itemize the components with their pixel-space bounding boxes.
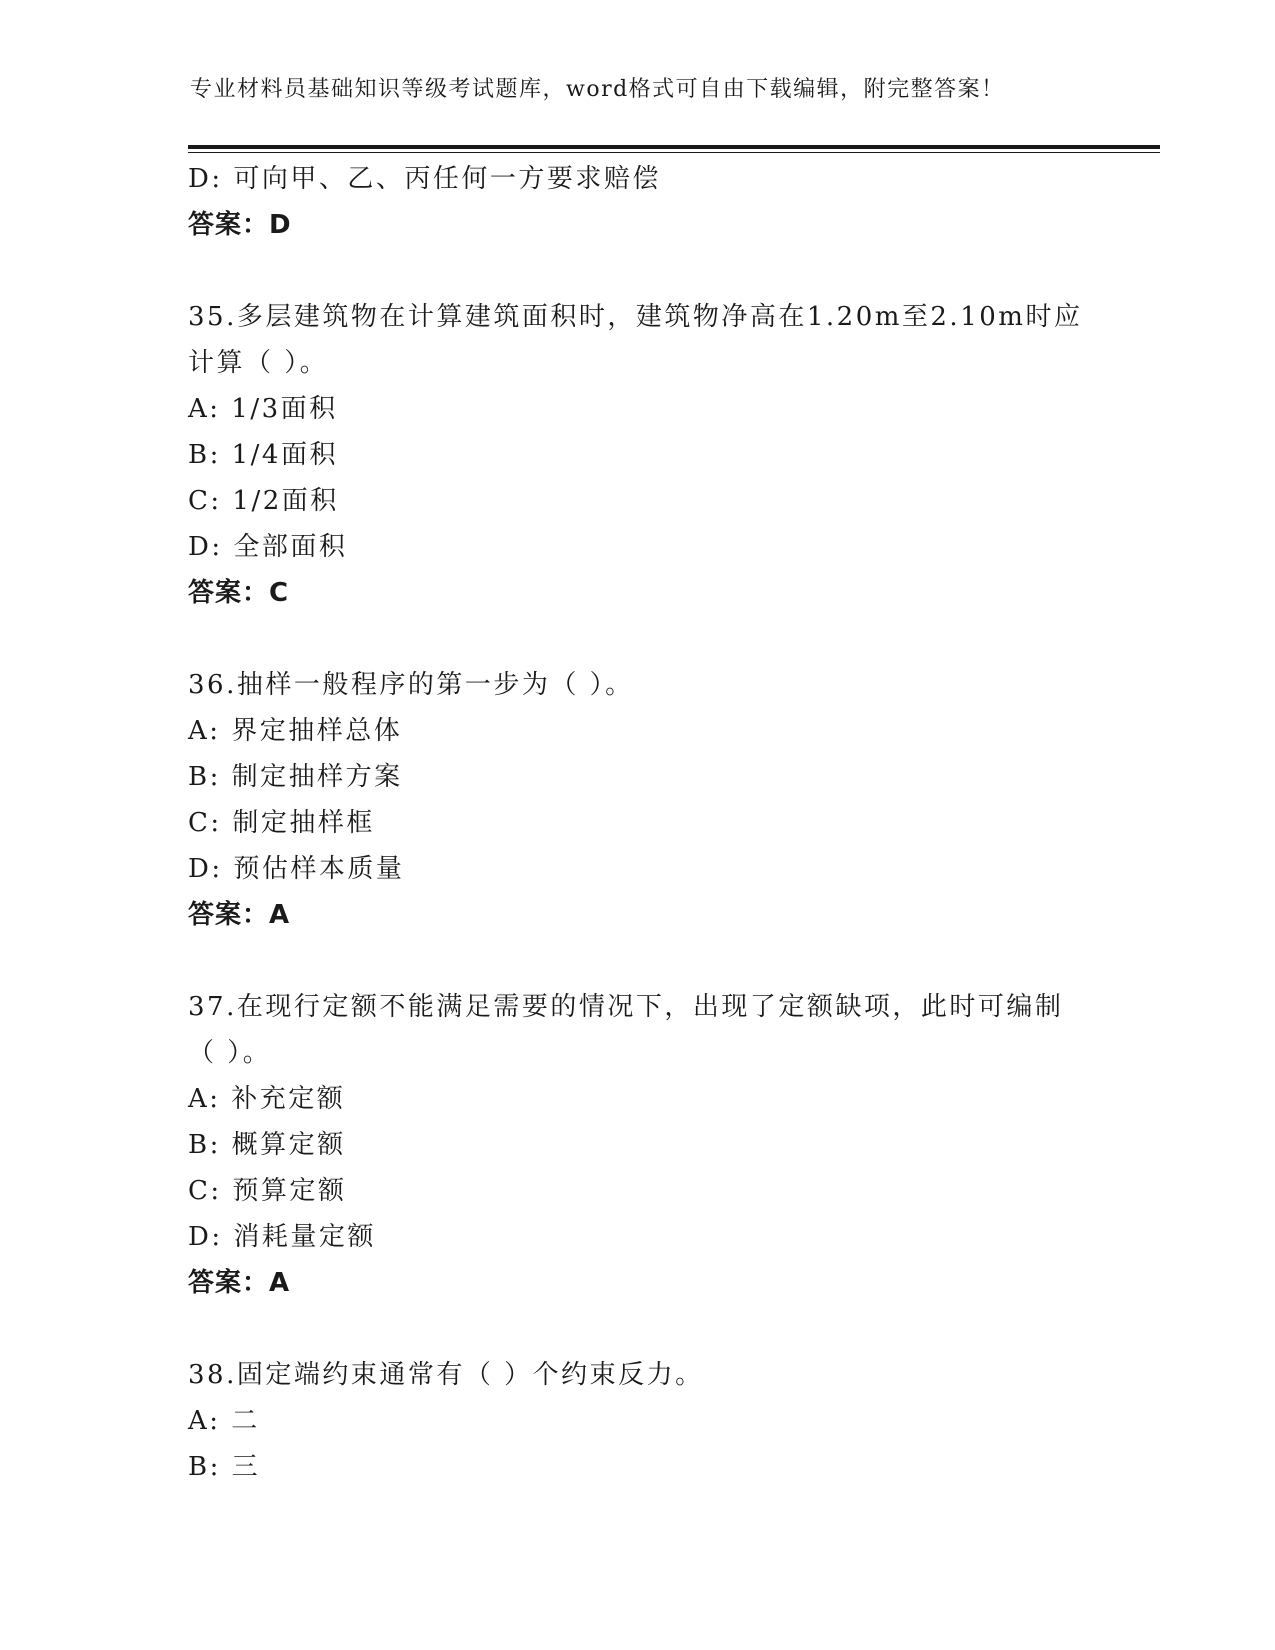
- question-gap: [188, 616, 1088, 662]
- option-c: C: 预算定额: [188, 1176, 347, 1206]
- option-d: D: 可向甲、乙、丙任何一方要求赔偿: [188, 164, 661, 194]
- option-b: B: 概算定额: [188, 1130, 346, 1160]
- question-stem: 35.多层建筑物在计算建筑面积时，建筑物净高在1.20m至2.10m时应: [188, 302, 1083, 332]
- answer-line: 答案：A: [188, 900, 291, 930]
- option-b: B: 三: [188, 1452, 261, 1482]
- answer-line: 答案：C: [188, 578, 290, 608]
- header-rule-thin: [188, 152, 1160, 153]
- question-stem: 37.在现行定额不能满足需要的情况下，出现了定额缺项，此时可编制: [188, 992, 1064, 1022]
- page-header: 专业材料员基础知识等级考试题库，word格式可自由下载编辑，附完整答案！: [190, 77, 1005, 102]
- question-gap: [188, 1306, 1088, 1352]
- answer-line: 答案：D: [188, 210, 292, 240]
- header-rule-thick: [188, 145, 1160, 149]
- question-gap: [188, 938, 1088, 984]
- question-gap: [188, 248, 1088, 294]
- option-d: D: 消耗量定额: [188, 1222, 376, 1252]
- option-a: A: 二: [188, 1406, 260, 1436]
- option-d: D: 预估样本质量: [188, 854, 405, 884]
- option-a: A: 1/3面积: [188, 394, 338, 424]
- question-stem: 36.抽样一般程序的第一步为（ ）。: [188, 670, 634, 700]
- option-a: A: 补充定额: [188, 1084, 346, 1114]
- option-c: C: 制定抽样框: [188, 808, 375, 838]
- question-stem: 38.固定端约束通常有（ ）个约束反力。: [188, 1360, 704, 1390]
- answer-line: 答案：A: [188, 1268, 291, 1298]
- option-a: A: 界定抽样总体: [188, 716, 403, 746]
- option-b: B: 制定抽样方案: [188, 762, 403, 792]
- question-stem: 计算（ ）。: [188, 348, 329, 378]
- option-c: C: 1/2面积: [188, 486, 339, 516]
- option-d: D: 全部面积: [188, 532, 348, 562]
- option-b: B: 1/4面积: [188, 440, 338, 470]
- question-stem: （ ）。: [188, 1038, 272, 1068]
- question-content: [188, 156, 1088, 1490]
